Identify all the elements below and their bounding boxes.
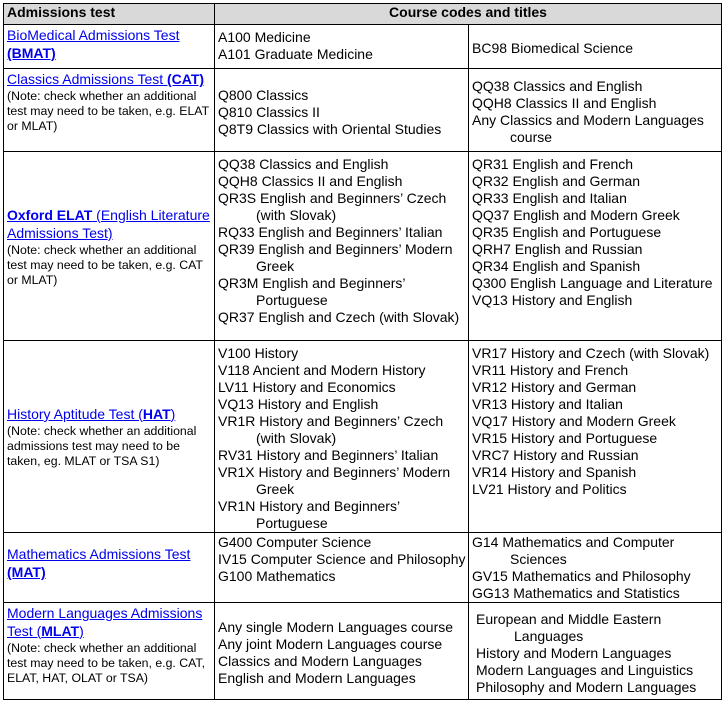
header-course-codes: Course codes and titles [215,4,722,25]
course-item: A100 Medicine [218,29,311,45]
test-cell [4,152,215,341]
course-item: VR14 History and Spanish [472,464,637,480]
table-row-bmat [4,25,722,69]
course-item: V100 History [218,345,299,361]
table-row-cat [4,69,722,152]
course-item: QRH7 English and Russian [472,241,643,257]
test-cell [4,25,215,69]
course-list [215,533,469,603]
admissions-table [3,3,722,700]
course-item: QQH8 Classics II and English [472,95,657,111]
course-item: VQ17 History and Modern Greek [472,413,676,429]
course-item: G14 Mathematics and Computer Sciences [472,534,675,567]
table-row-hat [4,341,722,533]
course-item: Q800 Classics [218,86,309,103]
course-item: G100 Mathematics [218,568,336,584]
test-cell [4,533,215,603]
course-item: Philosophy and Modern Languages [476,678,697,695]
course-item: Q300 English Language and Literature [472,275,713,291]
course-item: GG13 Mathematics and Statistics [472,585,680,601]
note-text: (Note: check whether an additional test may need to be taken, e.g. ELAT or MLAT) [7,89,209,133]
header-row [4,4,722,25]
course-list [469,152,722,341]
course-item: Classics and Modern Languages [218,653,422,669]
course-item: QR31 English and French [472,156,634,172]
course-item: IV15 Computer Science and Philosophy [218,551,466,567]
course-list [215,25,469,69]
course-item: VR12 History and German [472,379,637,395]
course-item: RQ33 English and Beginners’ Italian [218,224,443,240]
bmat-link[interactable]: BioMedical Admissions Test (BMAT) [7,27,180,61]
hat-link[interactable]: History Aptitude Test (HAT) [7,406,176,422]
note-text: (Note: check whether an additional test may need to be taken, e.g. CAT, ELAT, HAT, OLAT or TSA) [7,641,205,685]
course-list [215,603,469,700]
course-item: QQH8 Classics II and English [218,173,403,189]
course-item: VRC7 History and Russian [472,447,639,463]
course-list [469,341,722,533]
course-item: G400 Computer Science [218,534,372,550]
course-item: A101 Graduate Medicine [218,46,373,62]
table-row-mlat [4,603,722,700]
course-item: QQ37 English and Modern Greek [472,207,680,223]
course-item: VR1R History and Beginners’ Czech (with Slovak) [218,413,444,446]
course-list [215,341,469,533]
course-item: VR13 History and Italian [472,396,623,412]
course-item: VR1X History and Beginners’ Modern Greek [218,464,451,497]
course-item: Q810 Classics II [218,103,320,120]
test-cell [4,603,215,700]
course-item: Any joint Modern Languages course [218,636,443,652]
mlat-link[interactable]: Modern Languages Admissions Test (MLAT) [7,605,203,639]
test-cell [4,69,215,152]
course-item: QR37 English and Czech (with Slovak) [218,309,460,325]
course-item: Any single Modern Languages course [218,619,454,635]
course-item: VQ13 History and English [472,292,633,308]
course-list [215,152,469,341]
note-text: (Note: check whether an additional test may need to be taken, e.g. CAT or MLAT) [7,242,203,287]
course-item: QR39 English and Beginners’ Modern Greek [218,241,453,274]
course-item: VR11 History and French [472,362,629,378]
course-list [215,69,469,152]
course-item: QR3M English and Beginners’ Portuguese [218,275,406,308]
course-list [469,69,722,152]
course-item: LV21 History and Politics [472,481,627,497]
table-row-elat [4,152,722,341]
course-item: VQ13 History and English [218,396,379,412]
note-text: (Note: check whether an additional admissions test may need to be taken, eg. MLAT or TSA S1) [7,424,197,468]
course-item: Any Classics and Modern Languages course [472,112,704,145]
course-item: History and Modern Languages [476,644,672,661]
course-item: English and Modern Languages [218,670,416,686]
elat-link[interactable]: Oxford ELAT (English Literature Admissions Test) [7,206,210,241]
course-item: QR33 English and Italian [472,190,627,206]
course-item: Q8T9 Classics with Oriental Studies [218,120,442,137]
course-item: QQ38 Classics and English [218,156,389,172]
course-list [469,603,722,700]
course-list [469,25,722,69]
course-item: QR35 English and Portuguese [472,224,662,240]
course-item: QR3S English and Beginners’ Czech (with Slovak) [218,190,447,223]
course-item: V118 Ancient and Modern History [218,362,426,378]
course-item: QQ38 Classics and English [472,78,643,94]
course-list [469,533,722,603]
course-item: RV31 History and Beginners’ Italian [218,447,439,463]
course-item: VR17 History and Czech (with Slovak) [472,345,710,361]
course-item: GV15 Mathematics and Philosophy [472,568,691,584]
course-item: QR32 English and German [472,173,641,189]
header-admissions-test: Admissions test [4,4,215,25]
course-item: VR1N History and Beginners’ Portuguese [218,498,400,531]
test-cell [4,341,215,533]
course-item: European and Middle Eastern Languages [476,610,662,644]
course-item: LV11 History and Economics [218,379,396,395]
course-item: Modern Languages and Linguistics [476,661,694,678]
cat-link[interactable]: Classics Admissions Test (CAT) [7,71,205,87]
course-item: VR15 History and Portuguese [472,430,658,446]
table-row-mat [4,533,722,603]
mat-link[interactable]: Mathematics Admissions Test (MAT) [7,546,191,580]
course-item: BC98 Biomedical Science [472,40,634,56]
course-item: QR34 English and Spanish [472,258,641,274]
